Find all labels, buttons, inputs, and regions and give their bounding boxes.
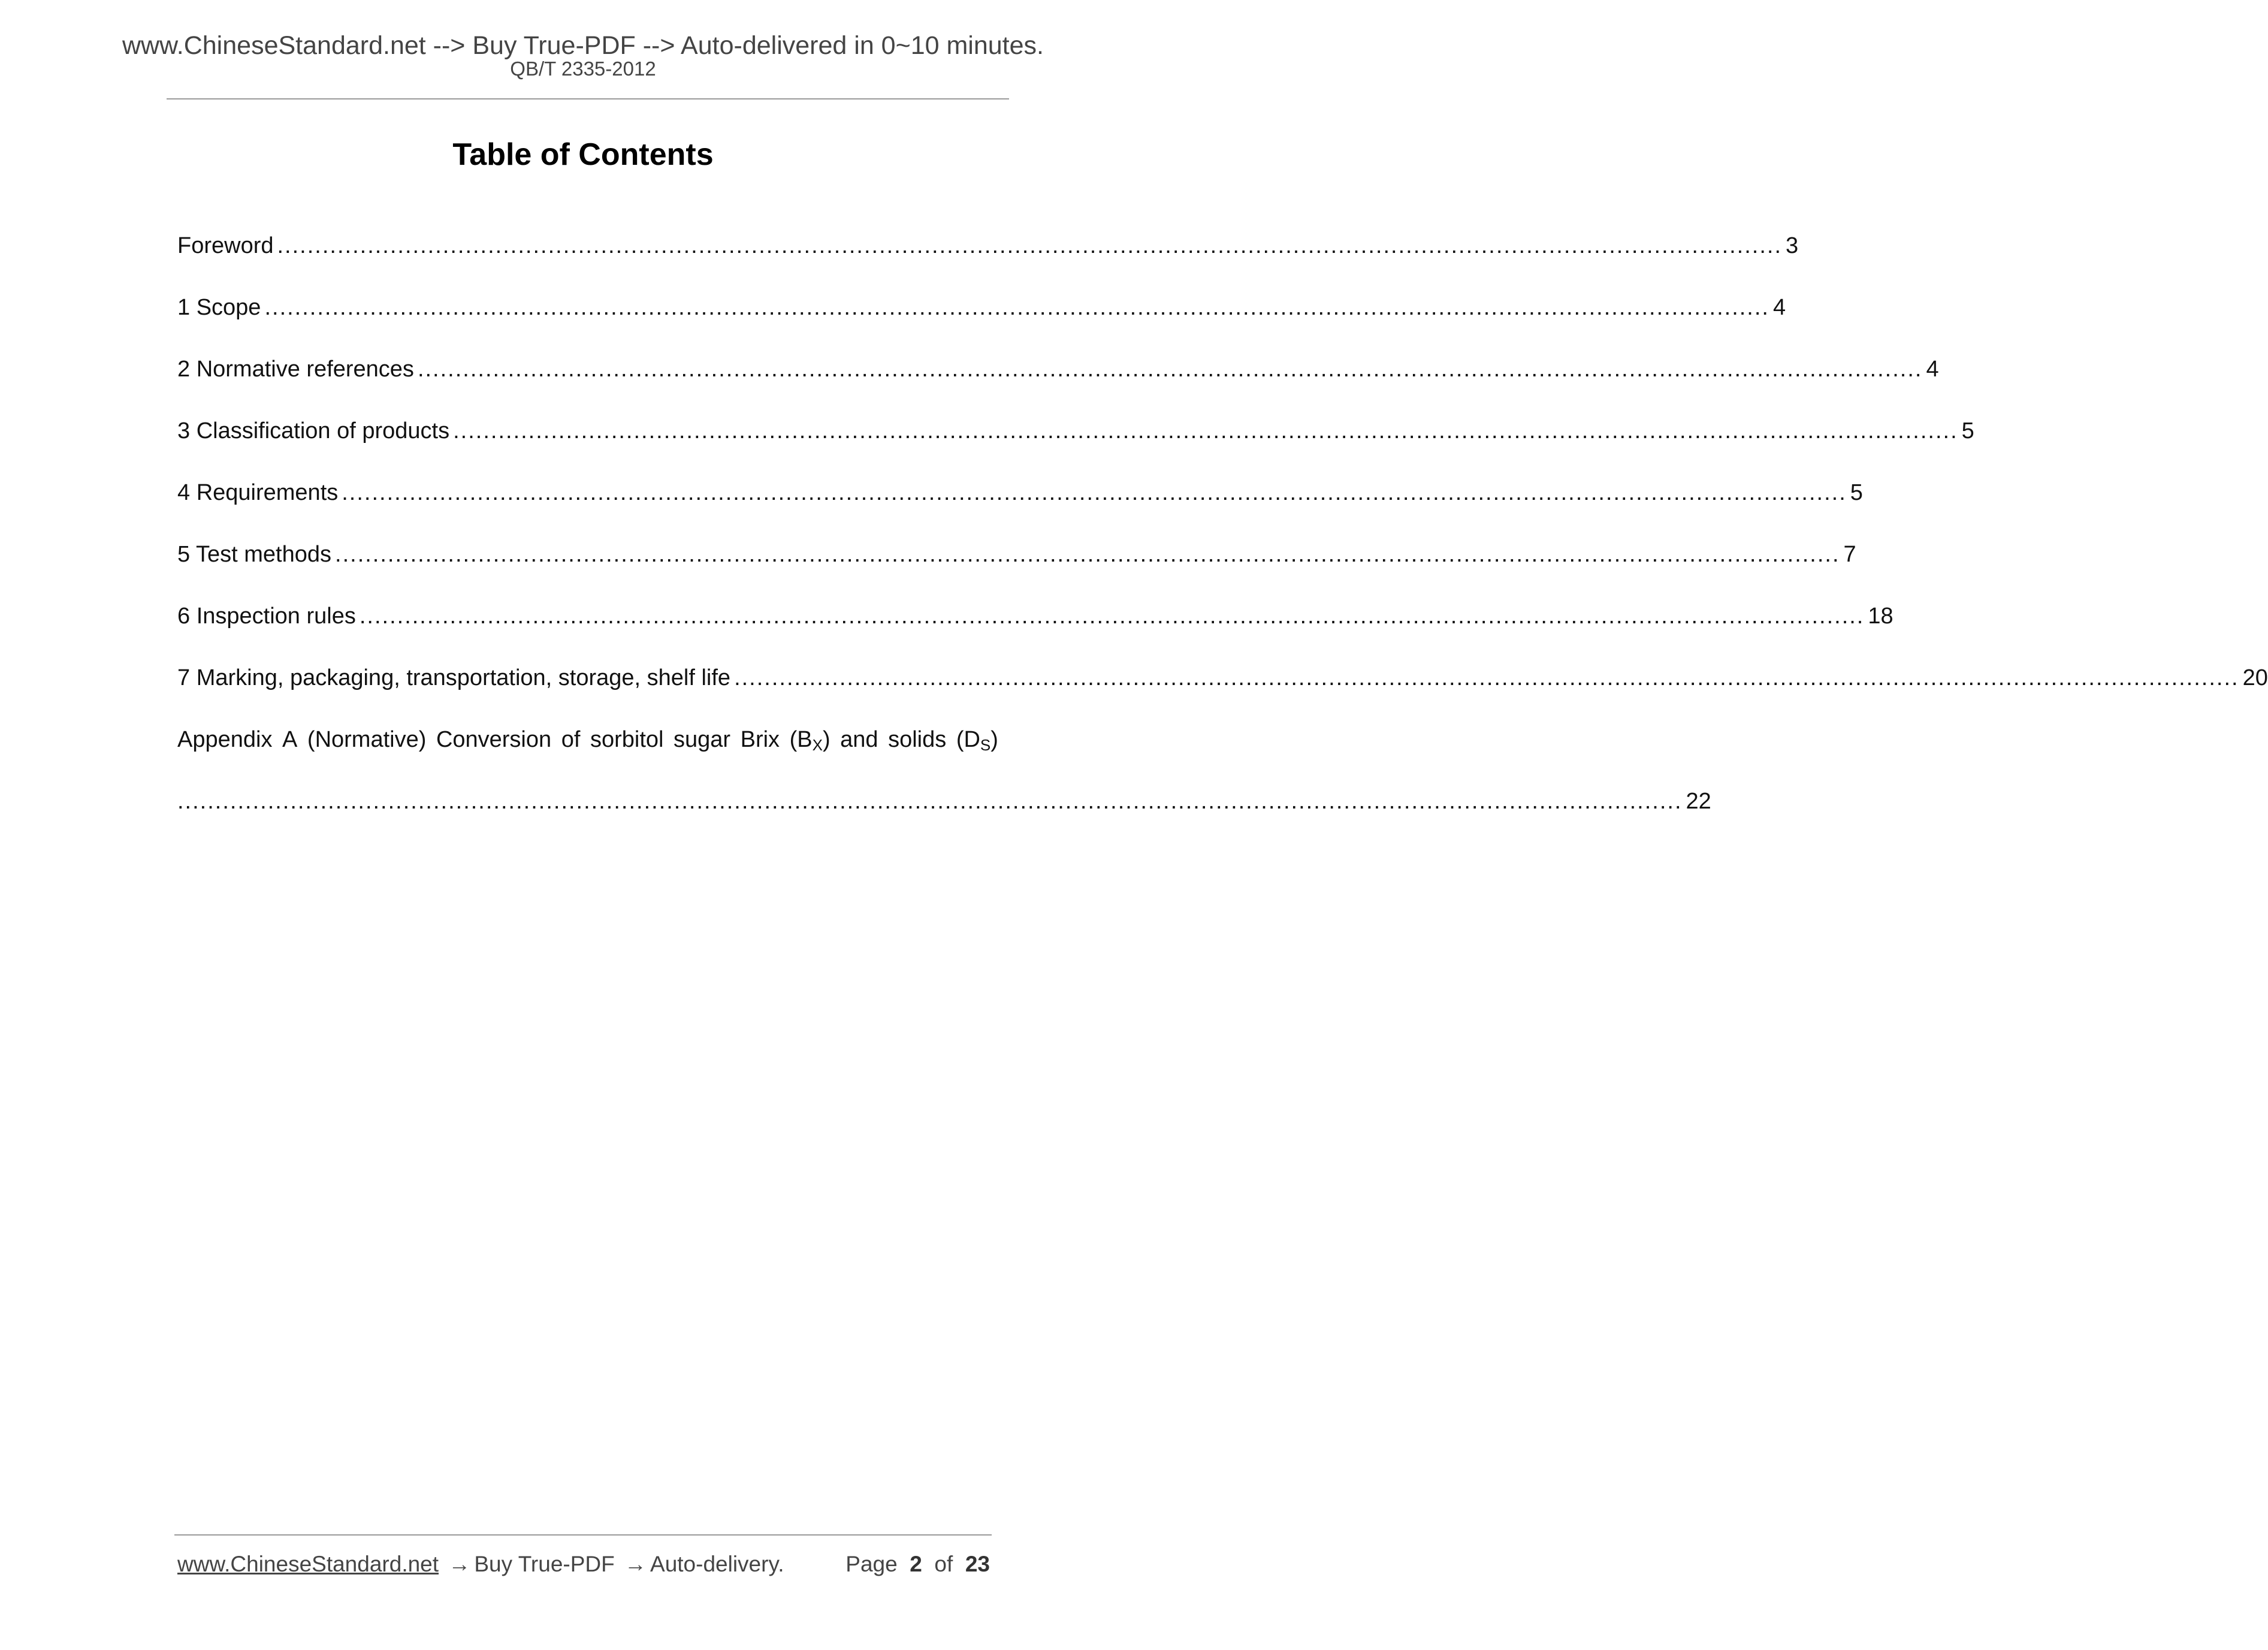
toc-leader-dots: ........................................................................................................................................................................................................: [417, 357, 1923, 382]
toc-entry-page: 5: [1850, 480, 1863, 505]
toc-entry[interactable]: [177, 479, 1863, 541]
appendix-word: of: [561, 727, 581, 752]
toc-leader-dots: ........................................................................................................................................................................................................: [277, 233, 1783, 258]
total-page-count: 23: [965, 1552, 990, 1576]
toc-list: [177, 233, 2268, 850]
header-divider: [167, 98, 1009, 99]
toc-entry-page: 18: [1868, 604, 1893, 629]
toc-entry-page: 3: [1786, 233, 1799, 258]
document-number: QB/T 2335-2012: [510, 58, 656, 80]
toc-entry-label: 2 Normative references: [177, 357, 414, 382]
toc-entry-page: 20: [2242, 665, 2268, 690]
appendix-word: sorbitol: [590, 727, 664, 752]
appendix-word: Conversion: [436, 727, 552, 752]
solids-subscript: S: [980, 736, 991, 754]
appendix-word: and: [840, 727, 878, 752]
toc-entry-label: 4 Requirements: [177, 480, 339, 505]
toc-entry[interactable]: [177, 356, 1939, 418]
toc-leader-dots: ........................................................................................................................................................................................................: [335, 542, 1840, 567]
toc-entry-label: 3 Classification of products: [177, 418, 450, 444]
toc-entry-label: 7 Marking, packaging, transportation, storage, shelf life: [177, 665, 731, 690]
appendix-solids-symbol: [956, 726, 998, 788]
footer-delivery-text: Auto-delivery.: [650, 1552, 784, 1576]
toc-entry[interactable]: [177, 294, 1786, 356]
toc-entry[interactable]: [177, 233, 1799, 294]
toc-entry[interactable]: [177, 665, 2268, 726]
footer-site-link[interactable]: www.ChineseStandard.net: [177, 1552, 439, 1576]
toc-entry-page: 7: [1843, 542, 1856, 567]
appendix-word: (Normative): [307, 727, 427, 752]
page-title: Table of Contents: [452, 137, 714, 172]
current-page-number: 2: [910, 1552, 922, 1576]
site-banner: www.ChineseStandard.net --> Buy True-PDF --> Auto-delivered in 0~10 minutes.: [122, 31, 1044, 60]
toc-entry-page: 4: [1926, 357, 1939, 382]
appendix-brix-symbol: [790, 726, 831, 788]
footer-buy-text: Buy True-PDF: [474, 1552, 615, 1576]
of-word: of: [934, 1552, 953, 1576]
toc-entry-page: 4: [1772, 295, 1786, 320]
toc-leader-dots: ........................................................................................................................................................................................................: [453, 418, 1958, 444]
solids-base: (D: [956, 727, 980, 752]
arrow-right-icon: →: [624, 1552, 647, 1576]
toc-entry-page: 5: [1961, 418, 1974, 444]
page-footer: [177, 1551, 990, 1577]
toc-leader-dots: ........................................................................................................................................................................................................: [342, 480, 1847, 505]
toc-appendix-page-line[interactable]: [177, 788, 1711, 850]
toc-entry[interactable]: [177, 603, 1893, 665]
toc-leader-dots: ........................................................................................................................................................................................................: [359, 604, 1865, 629]
toc-leader-dots: ........................................................................................................................................................................................................: [734, 665, 2239, 690]
toc-entry-label: 6 Inspection rules: [177, 604, 356, 629]
appendix-word: sugar: [674, 727, 731, 752]
appendix-word: A: [282, 727, 298, 752]
brix-base: (B: [789, 727, 813, 752]
brix-close: ): [822, 727, 831, 752]
appendix-word: Brix: [740, 727, 780, 752]
solids-close: ): [990, 727, 998, 752]
toc-entry[interactable]: [177, 418, 1974, 479]
toc-entry-label: 5 Test methods: [177, 542, 332, 567]
toc-leader-dots: ........................................................................................................................................................................................................: [264, 295, 1769, 320]
toc-entry-label: 1 Scope: [177, 295, 261, 320]
toc-entry-label: Foreword: [177, 233, 274, 258]
toc-entry[interactable]: [177, 541, 1856, 603]
appendix-word: Appendix: [177, 727, 273, 752]
appendix-word: solids: [888, 727, 947, 752]
page-indicator: [845, 1551, 990, 1577]
footer-divider: [174, 1534, 992, 1536]
toc-entry-page: 22: [1686, 789, 1711, 814]
arrow-right-icon: →: [448, 1552, 471, 1576]
page-word: Page: [845, 1552, 898, 1576]
brix-subscript: X: [812, 736, 823, 754]
toc-leader-dots: ........................................................................................................................................................................................................: [177, 789, 1683, 814]
toc-appendix-entry[interactable]: [177, 726, 998, 788]
